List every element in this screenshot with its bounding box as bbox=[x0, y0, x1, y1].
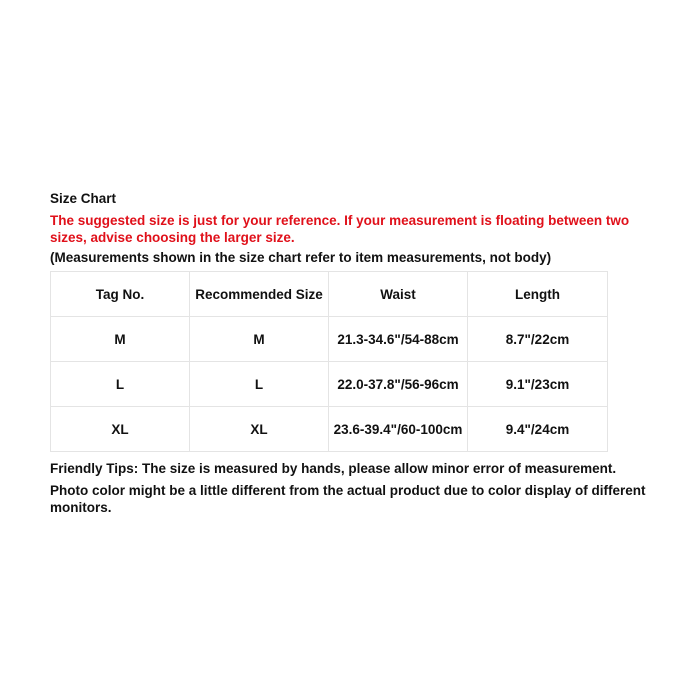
tip-color: Photo color might be a little different from the actual product due to color display of different monitors. bbox=[50, 483, 646, 515]
measurement-note: (Measurements shown in the size chart refer to item measurements, not body) bbox=[50, 250, 552, 265]
cell-tag-no: L bbox=[51, 362, 190, 407]
cell-recommended-size: L bbox=[190, 362, 329, 407]
cell-waist: 21.3-34.6"/54-88cm bbox=[329, 317, 468, 362]
table-header-row bbox=[51, 272, 608, 317]
size-chart-section bbox=[50, 190, 660, 521]
tip-measurement: Friendly Tips: The size is measured by hands, please allow minor error of measurement. bbox=[50, 461, 617, 476]
header-tag-no: Tag No. bbox=[51, 272, 190, 317]
table-row bbox=[51, 317, 608, 362]
cell-length: 8.7"/22cm bbox=[468, 317, 608, 362]
table-row bbox=[51, 407, 608, 452]
tips-section bbox=[50, 460, 660, 516]
cell-tag-no: XL bbox=[51, 407, 190, 452]
size-table bbox=[50, 271, 608, 452]
cell-waist: 23.6-39.4"/60-100cm bbox=[329, 407, 468, 452]
header-recommended-size: Recommended Size bbox=[190, 272, 329, 317]
size-warning-text: The suggested size is just for your reference. If your measurement is floating between two sizes, advise choosing the larger size. bbox=[50, 213, 630, 245]
cell-recommended-size: XL bbox=[190, 407, 329, 452]
cell-recommended-size: M bbox=[190, 317, 329, 362]
cell-length: 9.4"/24cm bbox=[468, 407, 608, 452]
cell-length: 9.1"/23cm bbox=[468, 362, 608, 407]
header-waist: Waist bbox=[329, 272, 468, 317]
page-title: Size Chart bbox=[50, 191, 117, 206]
cell-waist: 22.0-37.8"/56-96cm bbox=[329, 362, 468, 407]
cell-tag-no: M bbox=[51, 317, 190, 362]
table-row bbox=[51, 362, 608, 407]
header-length: Length bbox=[468, 272, 608, 317]
